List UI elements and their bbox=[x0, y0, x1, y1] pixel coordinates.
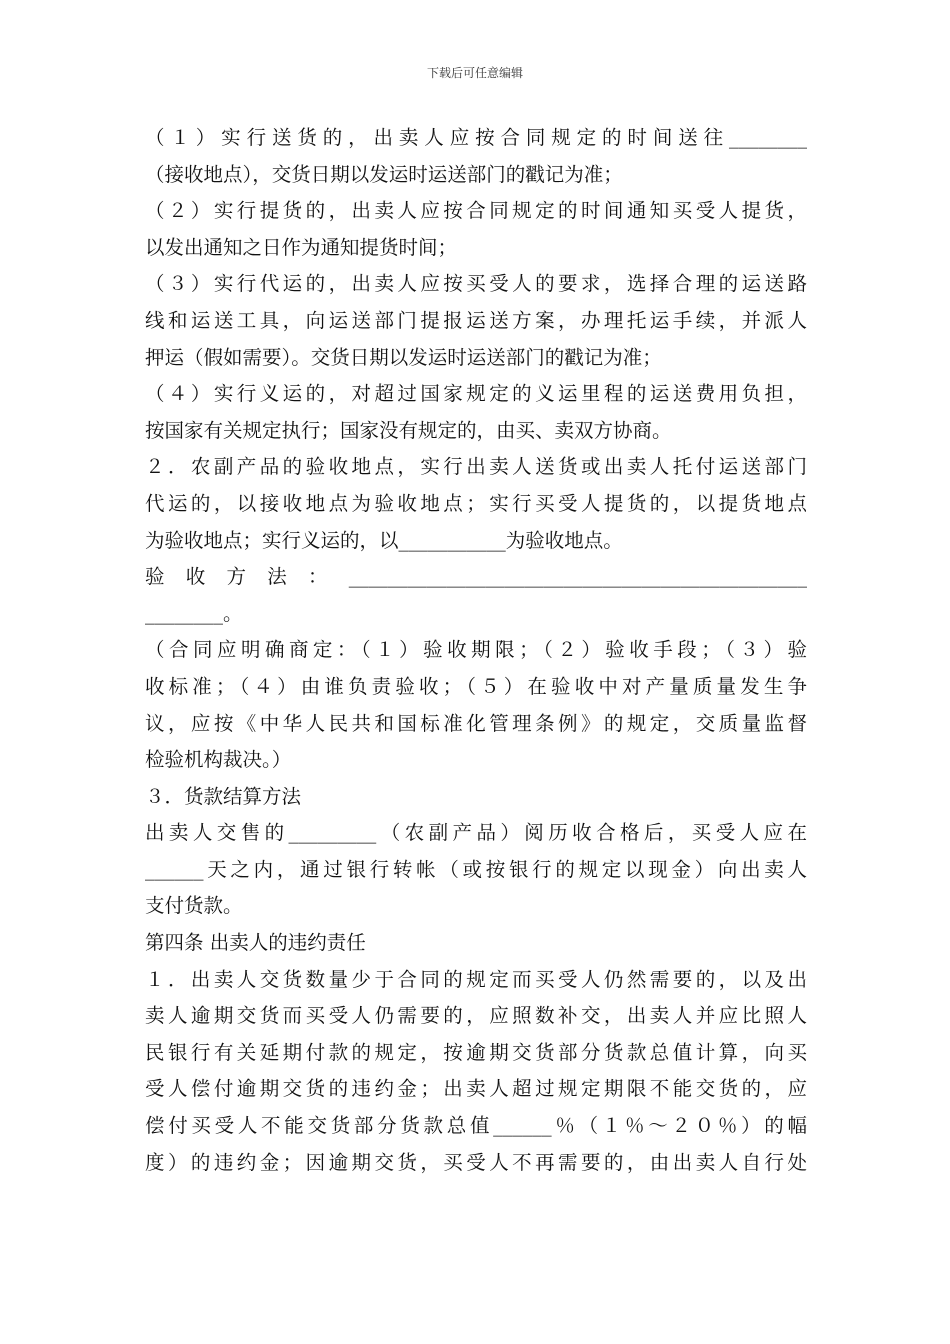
text-line: （３）实行代运的，出卖人应按买受人的要求，选择合理的运送路 bbox=[145, 272, 807, 296]
text-line: 度）的违约金；因逾期交货，买受人不再需要的，由出卖人自行处 bbox=[145, 1150, 807, 1174]
page-header: 下载后可任意编辑 bbox=[426, 66, 523, 80]
document-body bbox=[145, 120, 807, 1181]
text-line: 线和运送工具，向运送部门提报运送方案，办理托运手续，并派人 bbox=[145, 308, 807, 332]
text-line: （４）实行义运的，对超过国家规定的义运里程的运送费用负担， bbox=[145, 382, 807, 406]
text-line: （接收地点），交货日期以发运时运送部门的戳记为准； bbox=[145, 162, 623, 186]
text-line: 按国家有关规定执行；国家没有规定的，由买、卖双方协商。 bbox=[145, 418, 672, 442]
text-line: （１）实行送货的，出卖人应按合同规定的时间送往________ bbox=[145, 126, 807, 149]
text-line: 以发出通知之日作为通知提货时间； bbox=[145, 235, 458, 259]
text-line: 出卖人交售的_________（农副产品）阅历收合格后，买受人应在 bbox=[145, 821, 807, 845]
text-line: 受人偿付逾期交货的违约金；出卖人超过规定期限不能交货的，应 bbox=[145, 1077, 807, 1101]
text-line: （合同应明确商定：（１）验收期限；（２）验收手段；（３）验 bbox=[145, 638, 807, 662]
text-line: ______天之内，通过银行转帐（或按银行的规定以现金）向出卖人 bbox=[145, 857, 807, 881]
text-line: 偿付买受人不能交货部分货款总值______％（１％～２０％）的幅 bbox=[145, 1114, 807, 1138]
section-heading: 第四条 出卖人的违约责任 bbox=[145, 931, 366, 955]
text-line: １．出卖人交货数量少于合同的规定而买受人仍然需要的，以及出 bbox=[145, 967, 807, 991]
text-line: 卖人逾期交货而买受人仍需要的，应照数补交，出卖人并应比照人 bbox=[145, 1004, 807, 1028]
text-line: 收标准；（４）由谁负责验收；（５）在验收中对产量质量发生争 bbox=[145, 674, 807, 698]
text-line: 民银行有关延期付款的规定，按逾期交货部分货款总值计算，向买 bbox=[145, 1040, 807, 1064]
text-line: 支付货款。 bbox=[145, 894, 243, 918]
text-line: （２）实行提货的，出卖人应按合同规定的时间通知买受人提货， bbox=[145, 199, 807, 223]
text-line: 押运（假如需要）。交货日期以发运时运送部门的戳记为准； bbox=[145, 345, 662, 369]
text-line: ２．农副产品的验收地点，实行出卖人送货或出卖人托付运送部门 bbox=[145, 455, 807, 479]
text-line: 代运的，以接收地点为验收地点；实行买受人提货的，以提货地点 bbox=[145, 491, 807, 515]
text-line: 验收方法：_______________________________________________ bbox=[145, 565, 807, 589]
text-line: 议，应按《中华人民共和国标准化管理条例》的规定，交质量监督 bbox=[145, 711, 807, 735]
text-line: 为验收地点；实行义运的，以___________为验收地点。 bbox=[145, 528, 623, 552]
section-heading: ３．货款结算方法 bbox=[145, 784, 302, 808]
text-line: 检验机构裁决。） bbox=[145, 748, 292, 772]
text-line: ________。 bbox=[145, 601, 243, 625]
